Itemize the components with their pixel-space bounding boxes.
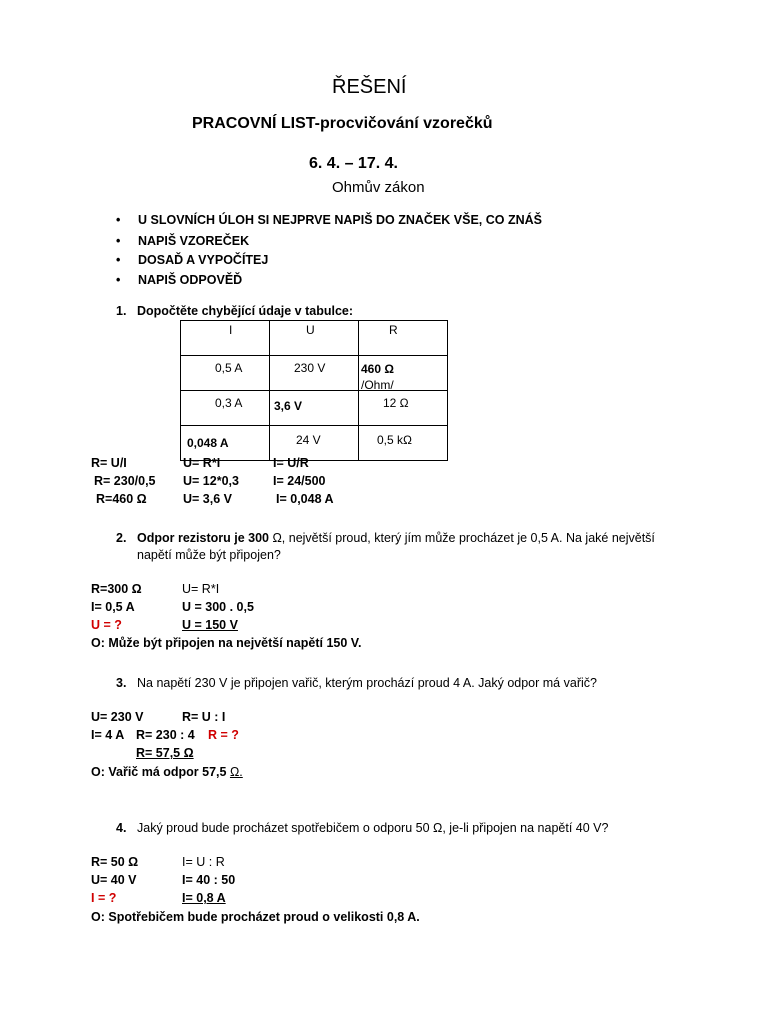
answer: O: Spotřebičem bude procházet proud o velikosti 0,8 A. — [91, 910, 420, 924]
instruction-item: • NAPIŠ VZOREČEK — [138, 234, 249, 248]
ohm-note: /Ohm/ — [361, 378, 394, 392]
calculation: R= 230 : 4 — [136, 728, 195, 742]
formula: R= U : I — [182, 710, 226, 724]
table-cell: 230 V — [294, 361, 326, 375]
table-row — [181, 391, 448, 426]
solution-line: I= U/R — [273, 456, 309, 470]
instruction-item: • DOSAĎ A VYPOČÍTEJ — [138, 253, 268, 267]
task4-text: Jaký proud bude procházet spotřebičem o odporu 50 Ω, je-li připojen na napětí 40 V? — [137, 821, 609, 835]
table-cell: 0,3 A — [215, 396, 243, 410]
instruction-item: • U SLOVNÍCH ÚLOH SI NEJPRVE NAPIŠ DO ZNAČEK VŠE, CO ZNÁŠ — [138, 213, 542, 227]
given-value: U= 230 V — [91, 710, 144, 724]
task-number: 1. — [116, 304, 127, 318]
formula: I= U : R — [182, 855, 225, 869]
result: I= 0,8 A — [182, 891, 226, 905]
table-row — [181, 356, 448, 391]
unknown-value: R = ? — [208, 728, 239, 742]
solution-line: U= 12*0,3 — [183, 474, 239, 488]
date-range: 6. 4. – 17. 4. — [309, 155, 398, 172]
formula: U= R*I — [182, 582, 220, 596]
solution-line: I= 0,048 A — [276, 492, 334, 506]
answer: O: Může být připojen na největší napětí 150 V. — [91, 636, 362, 650]
task3-text: Na napětí 230 V je připojen vařič, kterým prochází proud 4 A. Jaký odpor má vařič? — [137, 676, 597, 690]
table-header-cell: I — [229, 323, 233, 337]
task-number: 4. — [116, 821, 127, 835]
calculation: U = 300 . 0,5 — [182, 600, 254, 614]
solution-line: R= U/I — [91, 456, 127, 470]
solution-line: I= 24/500 — [273, 474, 326, 488]
given-value: I= 4 A — [91, 728, 125, 742]
given-value: R= 50 Ω — [91, 855, 139, 869]
table-row — [181, 426, 448, 461]
solution-line: U= 3,6 V — [183, 492, 232, 506]
table-cell: 12 Ω — [383, 396, 409, 410]
task2-text-line2: napětí může být připojen? — [137, 548, 281, 562]
table-cell: 460 Ω — [361, 362, 394, 376]
answer: O: Vařič má odpor 57,5 Ω. — [91, 765, 243, 779]
table-header-row — [181, 321, 448, 356]
result: R= 57,5 Ω — [136, 746, 194, 760]
solution-line: R= 230/0,5 — [94, 474, 156, 488]
unknown-value: U = ? — [91, 618, 122, 632]
calculation: I= 40 : 50 — [182, 873, 236, 887]
result: U = 150 V — [182, 618, 238, 632]
task1-text: Dopočtěte chybějící údaje v tabulce: — [137, 304, 354, 318]
given-value: I= 0,5 A — [91, 600, 135, 614]
worksheet-subtitle: PRACOVNÍ LIST-procvičování vzorečků — [192, 115, 493, 132]
table-cell: 3,6 V — [274, 399, 303, 413]
solution-line: R=460 Ω — [96, 492, 147, 506]
task2-text: Odpor rezistoru je 300 Ω, největší proud, který jím může procházet je 0,5 A. Na jaké největší — [137, 531, 655, 545]
task-number: 2. — [116, 531, 127, 545]
table-cell: 0,5 A — [215, 361, 243, 375]
unknown-value: I = ? — [91, 891, 117, 905]
ohm-table — [180, 320, 448, 461]
table-cell: 0,048 A — [187, 436, 229, 450]
page-title: ŘEŠENÍ — [332, 76, 407, 98]
table-cell: 24 V — [296, 433, 321, 447]
given-value: R=300 Ω — [91, 582, 142, 596]
instruction-item: • NAPIŠ ODPOVĚĎ — [138, 273, 242, 287]
table-header-cell: U — [306, 323, 315, 337]
topic-heading: Ohmův zákon — [332, 179, 425, 196]
task-number: 3. — [116, 676, 127, 690]
solution-line: U= R*I — [183, 456, 221, 470]
table-header-cell: R — [389, 323, 398, 337]
given-value: U= 40 V — [91, 873, 137, 887]
table-cell: 0,5 kΩ — [377, 433, 412, 447]
